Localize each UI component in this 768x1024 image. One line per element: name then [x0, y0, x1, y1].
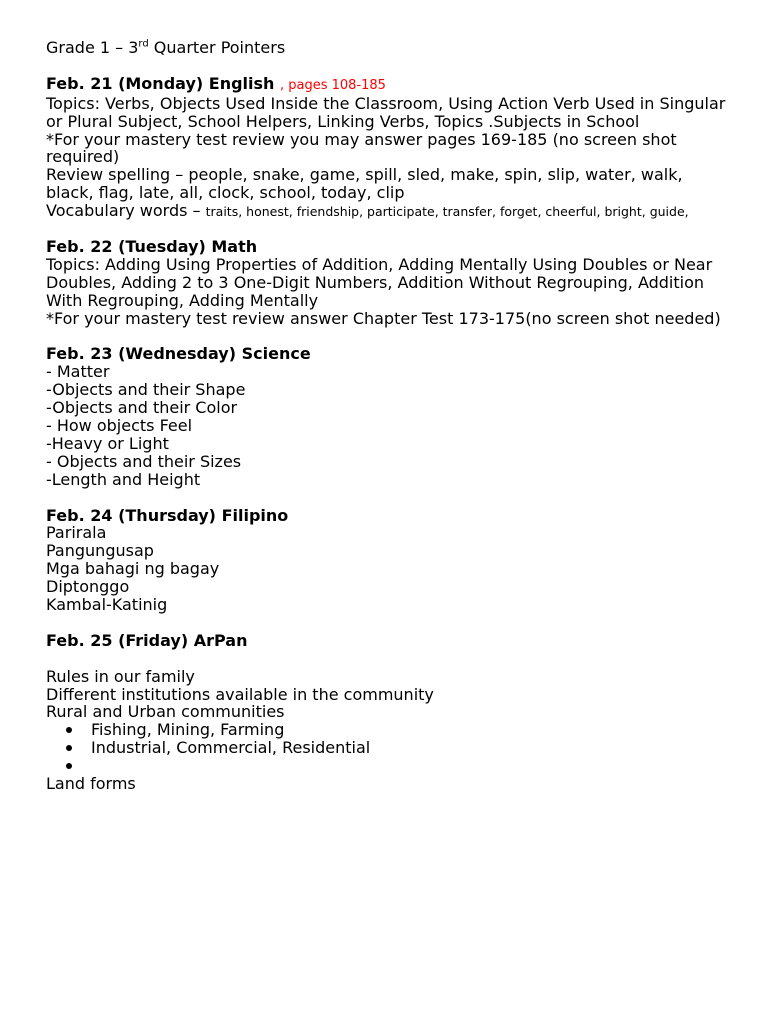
science-heading: Feb. 23 (Wednesday) Science	[46, 344, 311, 364]
bullet-text: Industrial, Commercial, Residential	[91, 738, 371, 758]
science-item: - Objects and their Sizes	[46, 451, 242, 471]
title-text: Grade 1 – 3	[46, 38, 139, 57]
math-mastery-note: *For your mastery test review answer Chapter Test 173-175(no screen shot needed)	[46, 308, 721, 328]
bullet-item	[46, 739, 726, 757]
science-item: -Objects and their Shape	[46, 380, 246, 400]
bullet-text: Fishing, Mining, Farming	[91, 720, 285, 740]
arpan-line: Rural and Urban communities	[46, 702, 285, 722]
science-item: - Matter	[46, 362, 110, 382]
science-item: -Heavy or Light	[46, 433, 169, 453]
filipino-item: Pangungusap	[46, 541, 154, 561]
science-item: - How objects Feel	[46, 415, 193, 435]
filipino-item: Parirala	[46, 523, 107, 543]
arpan-line: Rules in our family	[46, 666, 195, 686]
english-pages-note: , pages 108-185	[280, 77, 386, 93]
english-vocabulary	[46, 202, 726, 220]
math-heading: Feb. 22 (Tuesday) Math	[46, 236, 258, 256]
arpan-bullet-list	[46, 721, 726, 775]
math-topics: Topics: Adding Using Properties of Addition, Adding Mentally Using Doubles or Near Doubles, Adding 2 to 3 One-Digit Numbers, Addition Without Regrouping, Addition With Regrouping, Adding Mentally	[46, 254, 713, 310]
title-text-end: Quarter Pointers	[148, 38, 286, 57]
document-page	[46, 39, 726, 793]
arpan-line: Different institutions available in the community	[46, 684, 434, 704]
bullet-icon	[66, 727, 72, 733]
title-superscript: rd	[138, 38, 149, 50]
arpan-last-line: Land forms	[46, 774, 136, 794]
filipino-item: Kambal-Katinig	[46, 595, 168, 615]
arpan-heading: Feb. 25 (Friday) ArPan	[46, 630, 248, 650]
bullet-icon	[66, 745, 72, 751]
science-item: -Length and Height	[46, 469, 201, 489]
bullet-item	[46, 721, 726, 739]
filipino-heading: Feb. 24 (Thursday) Filipino	[46, 505, 289, 525]
english-mastery-note: *For your mastery test review you may answer pages 169-185 (no screen shot required)	[46, 129, 677, 167]
english-spelling: Review spelling – people, snake, game, spill, sled, make, spin, slip, water, walk, black, flag, late, all, clock, school, today, clip	[46, 165, 683, 203]
filipino-item: Mga bahagi ng bagay	[46, 559, 220, 579]
english-heading	[46, 75, 726, 95]
english-topics: Topics: Verbs, Objects Used Inside the Classroom, Using Action Verb Used in Singular or Plural Subject, School Helpers, Linking Verbs, Topics .Subjects in School	[46, 93, 726, 131]
english-heading-text: Feb. 21 (Monday) English	[46, 73, 275, 93]
bullet-icon	[66, 763, 72, 769]
vocab-label: Vocabulary words –	[46, 201, 201, 221]
bullet-item	[46, 757, 726, 775]
document-title	[46, 39, 726, 57]
filipino-item: Diptonggo	[46, 577, 130, 597]
vocab-words: traits, honest, friendship, participate, transfer, forget, cheerful, bright, guide,	[205, 204, 689, 220]
science-item: -Objects and their Color	[46, 398, 238, 418]
